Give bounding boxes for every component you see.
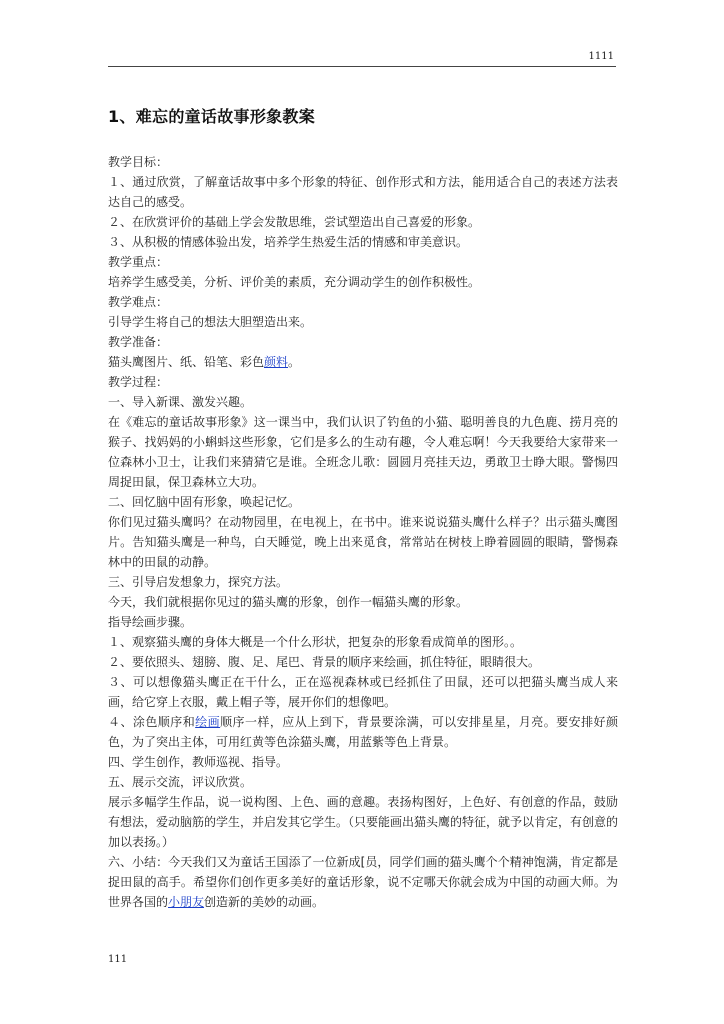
paint-link[interactable]: 颜料 <box>264 355 289 369</box>
preparation-heading: 教学准备： <box>108 335 169 349</box>
key-points-heading: 教学重点： <box>108 255 169 269</box>
key-points-text: 培养学生感受美，分析、评价美的素质，充分调动学生的创作积极性。 <box>108 275 481 289</box>
preparation-text <box>108 352 618 372</box>
objectives-heading: 教学目标： <box>108 155 169 169</box>
footer-page-number: 111 <box>108 954 128 965</box>
drawing-step-1: １、观察猫头鹰的身体大概是一个什么形状，把复杂的形象看成简单的图形。。 <box>108 635 523 649</box>
children-link[interactable]: 小朋友 <box>168 895 205 909</box>
summary-text <box>108 852 618 912</box>
drawing-step-4-end: 顺序一样，应从上到下，背景要涂满，可以安排星星，月亮。要安排好颜色，为了突出主体，可用红黄等色涂猫头鹰，用蓝紫等色上背景。 <box>108 715 618 749</box>
step-3-heading: 三、引导启发想象力，探究方法。 <box>108 575 289 589</box>
drawing-link[interactable]: 绘画 <box>195 715 221 729</box>
step-4-heading: 四、学生创作，教师巡视、指导。 <box>108 755 289 769</box>
preparation-text-start: 猫头鹰图片、纸、铅笔、彩色 <box>108 355 265 369</box>
step-5-text: 展示多幅学生作品，说一说构图、上色、画的意趣。表扬构图好，上色好、有创意的作品，鼓励有想法，爱动脑筋的学生，并启发其它学生。（只要能画出猫头鹰的特征，就予以肯定，有创意的加以表扬。） <box>108 795 619 849</box>
drawing-step-3: ３、可以想像猫头鹰正在干什么，正在巡视森林或已经抓住了田鼠，还可以把猫头鹰当成人来画，给它穿上衣服，戴上帽子等，展开你们的想像吧。 <box>108 675 618 709</box>
document-body <box>108 152 618 912</box>
step-3-text: 今天，我们就根据你见过的猫头鹰的形象，创作一幅猫头鹰的形象。 <box>108 595 469 609</box>
step-5-heading: 五、展示交流，评议欣赏。 <box>108 775 253 789</box>
difficulty-text: 引导学生将自己的想法大胆塑造出来。 <box>108 315 313 329</box>
process-heading: 教学过程： <box>108 375 169 389</box>
preparation-text-end: 。 <box>288 355 301 369</box>
document-title: 1、难忘的童话故事形象教案 <box>108 107 316 126</box>
summary-text-end: 创造新的美妙的动画。 <box>204 895 325 909</box>
objective-3: ３、从积极的情感体验出发，培养学生热爱生活的情感和审美意识。 <box>108 235 469 249</box>
step-2-heading: 二、回忆脑中固有形象，唤起记忆。 <box>108 495 301 509</box>
header-page-number: 1111 <box>588 51 614 62</box>
step-1-text: 在《难忘的童话故事形象》这一课当中，我们认识了钓鱼的小猫、聪明善良的九色鹿、捞月亮的猴子、找妈妈的小蝌蚪这些形象，它们是多么的生动有趣，令人难忘啊！今天我要给大家带来一位森林小卫士，让我们来猜猜它是谁。全班念儿歌：圆圆月亮挂天边，勇敢卫士睁大眼。警惕四周捉田鼠，保卫森林立大功。 <box>108 415 618 489</box>
step-2-text: 你们见过猫头鹰吗？在动物园里，在电视上，在书中。谁来说说猫头鹰什么样子？出示猫头鹰图片。告知猫头鹰是一种鸟，白天睡觉，晚上出来觅食，常常站在树枝上睁着圆圆的眼睛，警惕森林中的田鼠的动静。 <box>108 515 618 569</box>
difficulty-heading: 教学难点： <box>108 295 169 309</box>
drawing-step-4 <box>108 712 618 752</box>
objective-2: ２、在欣赏评价的基础上学会发散思维，尝试塑造出自己喜爱的形象。 <box>108 215 481 229</box>
drawing-step-2: ２、要依照头、翅膀、腹、足、尾巴、背景的顺序来绘画，抓住特征，眼睛很大。 <box>108 655 541 669</box>
summary-text-start: 六、小结：今天我们又为童话王国添了一位新成[员，同学们画的猫头鹰个个精神饱满，肯定都是捉田鼠的高手。希望你们创作更多美好的童话形象，说不定哪天你就会成为中国的动画大师。为世界各国的 <box>108 855 618 909</box>
drawing-step-4-start: ４、涂色顺序和 <box>108 715 196 729</box>
drawing-steps-heading: 指导绘画步骤。 <box>108 615 193 629</box>
step-1-heading: 一、导入新课、激发兴趣。 <box>108 395 253 409</box>
header-rule <box>108 66 616 67</box>
objective-1: １、通过欣赏，了解童话故事中多个形象的特征、创作形式和方法，能用适合自己的表述方法表达自己的感受。 <box>108 175 618 209</box>
